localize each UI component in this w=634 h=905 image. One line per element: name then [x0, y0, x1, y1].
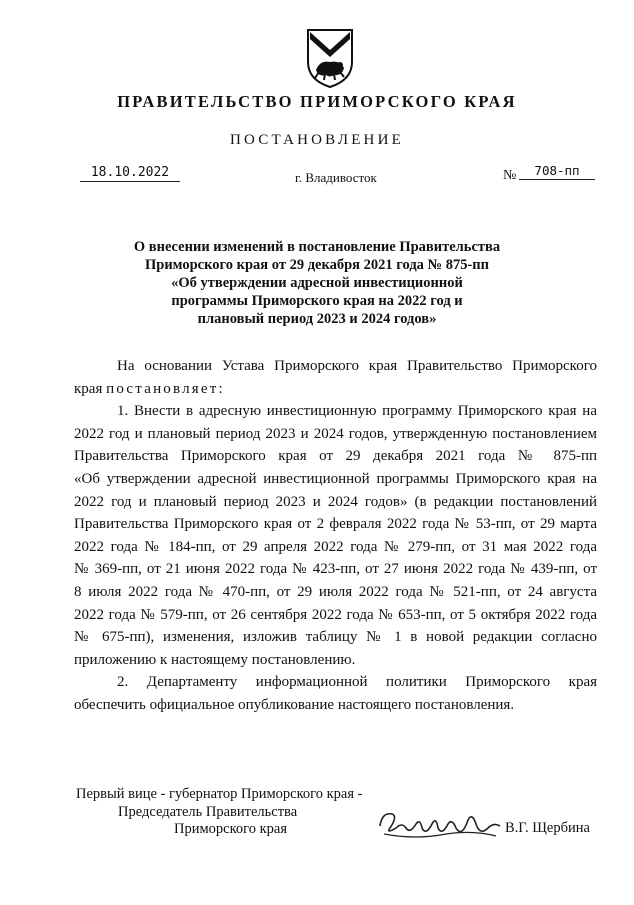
item1-line: приложению к настоящему постановлению.	[74, 651, 356, 668]
subject-line: «Об утверждении адресной инвестиционной	[171, 275, 463, 291]
document-subject	[100, 238, 534, 328]
item1-line: 2022 год и плановый период 2023 и 2024 годов, утвержденную постановлением	[74, 425, 597, 442]
item2-line: обеспечить официальное опубликование настоящего постановления.	[74, 696, 515, 713]
item1-line: 2022 года № 579-пп, от 26 сентября 2022 года № 653-пп, от 5 октября 2022 года	[74, 606, 597, 623]
item1-line: Правительства Приморского края от 29 декабря 2021 года № 875-пп	[74, 448, 597, 465]
item1-line: 2022 года № 184-пп, от 29 апреля 2022 года № 279-пп, от 31 мая 2022 года	[74, 538, 597, 555]
document-city: г. Владивосток	[295, 170, 377, 185]
position-line: Председатель Правительства	[118, 803, 298, 820]
item1-line: Правительства Приморского края от 2 февраля 2022 года № 53-пп, от 29 марта	[74, 516, 597, 533]
handwritten-signature	[376, 806, 504, 844]
subject-line: плановый период 2023 и 2024 годов»	[197, 311, 437, 327]
government-title: ПРАВИТЕЛЬСТВО ПРИМОРСКОГО КРАЯ	[117, 92, 517, 111]
signatory-name: В.Г. Щербина	[505, 820, 590, 836]
document-date: 18.10.2022	[80, 165, 180, 182]
item1-line: «Об утверждении адресной инвестиционной программы Приморского края на	[74, 470, 597, 487]
document-number: 708-пп	[519, 163, 595, 180]
position-line: Приморского края	[174, 821, 288, 837]
intro-text: края	[74, 380, 107, 397]
item1-line: 8 июля 2022 года № 470-пп, от 29 июля 2022 года № 521-пп, от 24 августа	[74, 583, 597, 600]
item2-line: 2. Департаменту информационной политики Приморского края	[117, 674, 597, 691]
position-line: Первый вице - губернатор Приморского края -	[76, 786, 363, 802]
item1-line: № 675-пп), изменения, изложив таблицу № 1 в новой редакции согласно	[74, 629, 597, 646]
item1-line: 2022 год и плановый период 2023 и 2024 годов» (в редакции постановлений	[74, 493, 597, 510]
document-type: ПОСТАНОВЛЕНИЕ	[230, 132, 404, 148]
item1-line: № 369-пп, от 21 июня 2022 года № 423-пп, от 27 июня 2022 года № 439-пп, от	[74, 561, 597, 578]
coat-of-arms-icon	[304, 26, 356, 90]
document-body	[74, 355, 597, 717]
subject-line: Приморского края от 29 декабря 2021 года № 875-пп	[144, 257, 490, 273]
number-sign: №	[503, 168, 517, 183]
item1-line: 1. Внести в адресную инвестиционную программу Приморского края на	[117, 403, 597, 420]
subject-line: программы Приморского края на 2022 год и	[171, 293, 463, 309]
signatory-position	[76, 786, 362, 839]
intro-line	[74, 378, 597, 401]
intro-line: На основании Устава Приморского края Правительство Приморского	[117, 358, 597, 374]
resolves-word: постановляет:	[106, 380, 225, 397]
subject-line: О внесении изменений в постановление Правительства	[133, 239, 501, 255]
